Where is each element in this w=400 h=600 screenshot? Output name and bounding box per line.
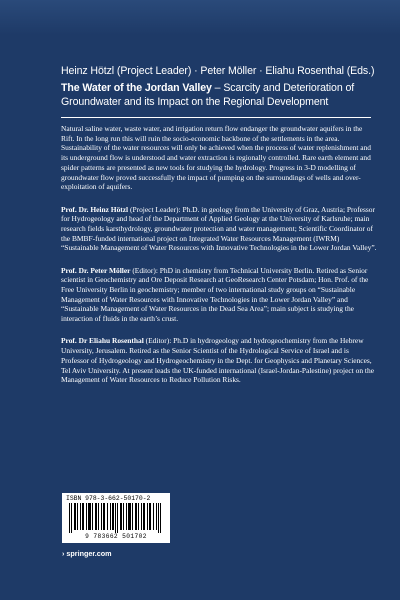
bio-rosenthal xyxy=(61,336,377,385)
book-title-line xyxy=(61,82,354,108)
intro-paragraph: Natural saline water, waste water, and irrigation return flow endanger the groundwater aquifers in the Rift. In the long run this will ruin the socio-economic backbone of the settlements in the area. Sustainability of the water resources will only be achieved when the process of water replenishment and its underground flow is understood and water extraction is regionally controlled. Rare earth element and spider patterns are presented as new tools for studying the hydrology. Progress in 3-D modelling of groundwater flow proved successfully the impact of pumping on the surroundings of wells and over-exploitation of aquifers. xyxy=(61,124,372,192)
header-divider xyxy=(61,117,371,118)
bio-name: Prof. Dr. Heinz Hötzl xyxy=(61,204,129,214)
authors-line: Heinz Hötzl (Project Leader) · Peter Möller · Eliahu Rosenthal (Eds.) xyxy=(61,65,375,77)
book-header xyxy=(61,64,381,109)
bio-hoetzl xyxy=(61,205,377,254)
publisher-link[interactable]: › springer.com xyxy=(62,549,112,558)
bio-text: (Project Leader): Ph.D. in geology from the University of Graz, Austria; Professor for Hydrogeology and head of the Department of Applied Geology at the University of Karlsruhe; main research fields karsthydrology, groundwater protection and water management; Scientific Coordinator of the BMBF-funded international project on Integrated Water Resources Management (IWRM) “Sustainable Management of Water Resources with Innovative Technologies in the Lower Jordan Valley”. xyxy=(61,204,377,253)
book-title: The Water of the Jordan Valley xyxy=(61,82,212,94)
barcode-box xyxy=(62,493,170,543)
bio-moeller xyxy=(61,266,377,324)
bio-text: (Editor): Ph.D in hydrogeology and hydrogeochemistry from the Hebrew University, Jerusalem. Retired as the Senior Scientist of the Hydrological Service of Israel and is Professor of Hydrogeology and Hydrogeochemistry in the Dept. for Geophysics and Planetary Sciences, Tel Aviv University. At present leads the UK-funded international (Israel-Jordan-Palestine) project on the Management of Water Resources to Reduce Pollution Risks. xyxy=(61,336,374,385)
top-band xyxy=(0,0,400,35)
isbn-text: ISBN 978-3-662-50170-2 xyxy=(66,495,151,502)
bio-name: Prof. Dr. Peter Möller xyxy=(61,265,131,275)
bio-text: (Editor): PhD in chemistry from Technical University Berlin. Retired as Senior scientist in Geochemistry and Ore Deposit Research at GeoResearch Center Potsdam; Hon. Prof. of the Free University Berlin in geochemistry; member of two international study groups on “Sustainable Management of Water Resources with Innovative Technologies in the Lower Jordan Valley” and “Sustainable Management of Water Resources in the Dead Sea Area”; main subject is studying the interaction of fluids in the earth’s crust. xyxy=(61,265,369,324)
barcode-number: 9 783662 501702 xyxy=(85,533,147,540)
description-block xyxy=(61,124,377,398)
bio-name: Prof. Dr Eliahu Rosenthal xyxy=(61,336,144,346)
book-subtitle: – Scarcity and Deterioration of Groundwater and its Impact on the Regional Development xyxy=(61,82,355,108)
barcode-icon xyxy=(65,503,167,533)
